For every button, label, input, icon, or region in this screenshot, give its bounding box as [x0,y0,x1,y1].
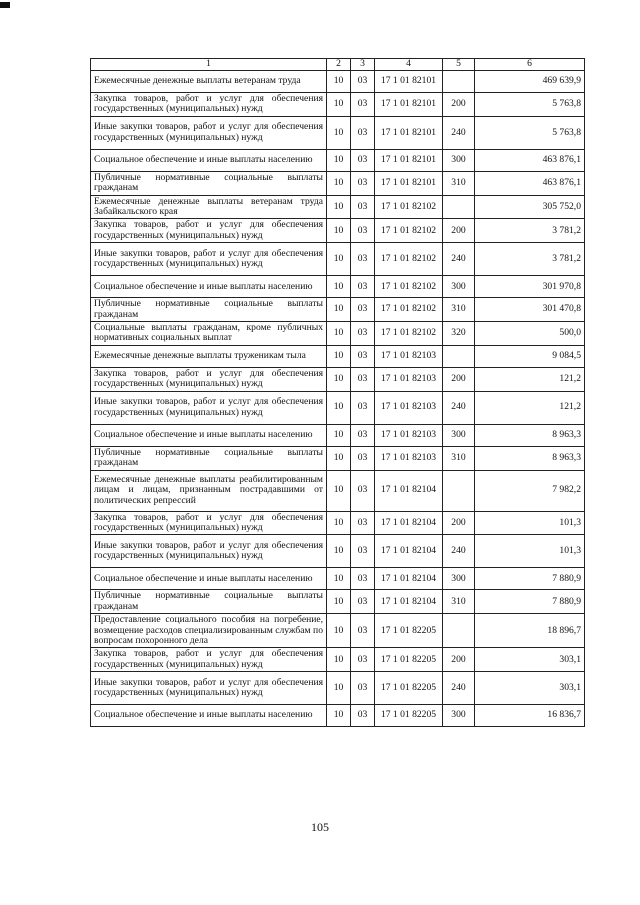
cell-section: 10 [327,391,351,424]
cell-name: Социальное обеспечение и иные выплаты населению [91,705,327,727]
cell-section: 10 [327,614,351,648]
scan-edge-mark [0,2,10,8]
cell-expense-type: 300 [443,149,475,171]
cell-subsection: 03 [351,219,375,243]
cell-name: Закупка товаров, работ и услуг для обеспечения государственных (муниципальных) нужд [91,93,327,117]
table-row [91,276,585,298]
cell-name: Закупка товаров, работ и услуг для обеспечения государственных (муниципальных) нужд [91,648,327,672]
cell-target-article: 17 1 01 82104 [375,535,443,568]
cell-amount: 469 639,9 [475,71,585,93]
cell-expense-type [443,195,475,219]
cell-expense-type: 200 [443,219,475,243]
cell-target-article: 17 1 01 82205 [375,648,443,672]
cell-target-article: 17 1 01 82104 [375,511,443,535]
table-row [91,672,585,705]
cell-subsection: 03 [351,424,375,446]
cell-name: Публичные нормативные социальные выплаты гражданам [91,590,327,614]
cell-target-article: 17 1 01 82104 [375,470,443,511]
cell-target-article: 17 1 01 82102 [375,195,443,219]
cell-name: Закупка товаров, работ и услуг для обеспечения государственных (муниципальных) нужд [91,511,327,535]
table-row [91,149,585,171]
table-row [91,391,585,424]
cell-section: 10 [327,446,351,470]
cell-target-article: 17 1 01 82102 [375,322,443,346]
cell-amount: 7 880,9 [475,568,585,590]
table-row [91,568,585,590]
cell-section: 10 [327,171,351,195]
cell-expense-type: 240 [443,116,475,149]
page-number: 105 [311,820,329,834]
cell-section: 10 [327,511,351,535]
cell-section: 10 [327,367,351,391]
col-header-subsection: 3 [351,59,375,71]
cell-target-article: 17 1 01 82103 [375,367,443,391]
cell-amount: 16 836,7 [475,705,585,727]
table-row [91,614,585,648]
cell-target-article: 17 1 01 82102 [375,298,443,322]
cell-expense-type: 200 [443,93,475,117]
cell-amount: 8 963,3 [475,424,585,446]
cell-name: Иные закупки товаров, работ и услуг для обеспечения государственных (муниципальных) нужд [91,116,327,149]
cell-target-article: 17 1 01 82205 [375,705,443,727]
table-row [91,424,585,446]
cell-expense-type [443,345,475,367]
col-header-name: 1 [91,59,327,71]
cell-name: Социальное обеспечение и иные выплаты населению [91,149,327,171]
cell-amount: 301 970,8 [475,276,585,298]
cell-section: 10 [327,71,351,93]
col-header-section: 2 [327,59,351,71]
cell-name: Социальное обеспечение и иные выплаты населению [91,424,327,446]
cell-target-article: 17 1 01 82101 [375,171,443,195]
cell-amount: 303,1 [475,672,585,705]
table-row [91,93,585,117]
cell-section: 10 [327,648,351,672]
cell-section: 10 [327,470,351,511]
cell-amount: 7 880,9 [475,590,585,614]
cell-name: Ежемесячные денежные выплаты реабилитированным лицам и лицам, признанным пострадавшими от политических репрессий [91,470,327,511]
cell-expense-type: 240 [443,672,475,705]
cell-name: Публичные нормативные социальные выплаты гражданам [91,446,327,470]
cell-name: Иные закупки товаров, работ и услуг для обеспечения государственных (муниципальных) нужд [91,391,327,424]
budget-table [90,58,585,727]
cell-amount: 3 781,2 [475,243,585,276]
table-row [91,648,585,672]
cell-subsection: 03 [351,149,375,171]
cell-target-article: 17 1 01 82102 [375,243,443,276]
table-row [91,590,585,614]
cell-subsection: 03 [351,93,375,117]
table-row [91,219,585,243]
table-row [91,367,585,391]
table-row [91,171,585,195]
cell-expense-type: 240 [443,391,475,424]
cell-section: 10 [327,298,351,322]
cell-subsection: 03 [351,367,375,391]
cell-section: 10 [327,195,351,219]
cell-expense-type: 300 [443,424,475,446]
cell-section: 10 [327,116,351,149]
cell-name: Публичные нормативные социальные выплаты гражданам [91,171,327,195]
cell-section: 10 [327,535,351,568]
cell-expense-type [443,71,475,93]
cell-amount: 121,2 [475,367,585,391]
cell-section: 10 [327,345,351,367]
cell-amount: 5 763,8 [475,116,585,149]
cell-target-article: 17 1 01 82101 [375,71,443,93]
table-header-row [91,59,585,71]
cell-subsection: 03 [351,391,375,424]
cell-section: 10 [327,322,351,346]
cell-name: Социальные выплаты гражданам, кроме публичных нормативных социальных выплат [91,322,327,346]
cell-amount: 121,2 [475,391,585,424]
cell-section: 10 [327,672,351,705]
cell-amount: 463 876,1 [475,171,585,195]
cell-subsection: 03 [351,446,375,470]
cell-name: Предоставление социального пособия на погребение, возмещение расходов специализированным службам по вопросам похоронного дела [91,614,327,648]
table-row [91,298,585,322]
cell-amount: 8 963,3 [475,446,585,470]
cell-target-article: 17 1 01 82102 [375,219,443,243]
table-row [91,705,585,727]
cell-name: Публичные нормативные социальные выплаты гражданам [91,298,327,322]
cell-expense-type: 320 [443,322,475,346]
cell-expense-type [443,614,475,648]
cell-expense-type [443,470,475,511]
cell-expense-type: 310 [443,446,475,470]
cell-section: 10 [327,93,351,117]
cell-subsection: 03 [351,511,375,535]
cell-subsection: 03 [351,672,375,705]
cell-expense-type: 300 [443,705,475,727]
table-row [91,446,585,470]
table-row [91,322,585,346]
table-row [91,195,585,219]
cell-subsection: 03 [351,345,375,367]
col-header-target-article: 4 [375,59,443,71]
cell-target-article: 17 1 01 82103 [375,446,443,470]
cell-expense-type: 310 [443,171,475,195]
table-row [91,511,585,535]
table-row [91,535,585,568]
table-row [91,470,585,511]
cell-amount: 7 982,2 [475,470,585,511]
cell-amount: 500,0 [475,322,585,346]
cell-amount: 9 084,5 [475,345,585,367]
cell-section: 10 [327,149,351,171]
cell-amount: 303,1 [475,648,585,672]
cell-amount: 101,3 [475,535,585,568]
cell-section: 10 [327,590,351,614]
table-row [91,71,585,93]
cell-section: 10 [327,424,351,446]
cell-expense-type: 300 [443,276,475,298]
cell-expense-type: 300 [443,568,475,590]
cell-subsection: 03 [351,614,375,648]
cell-expense-type: 200 [443,511,475,535]
cell-section: 10 [327,705,351,727]
cell-amount: 3 781,2 [475,219,585,243]
table-row [91,345,585,367]
cell-section: 10 [327,243,351,276]
cell-section: 10 [327,219,351,243]
cell-subsection: 03 [351,705,375,727]
cell-subsection: 03 [351,243,375,276]
cell-target-article: 17 1 01 82103 [375,424,443,446]
cell-target-article: 17 1 01 82205 [375,672,443,705]
cell-amount: 305 752,0 [475,195,585,219]
cell-subsection: 03 [351,195,375,219]
cell-expense-type: 240 [443,243,475,276]
cell-target-article: 17 1 01 82104 [375,590,443,614]
cell-amount: 18 896,7 [475,614,585,648]
cell-target-article: 17 1 01 82102 [375,276,443,298]
cell-name: Иные закупки товаров, работ и услуг для обеспечения государственных (муниципальных) нужд [91,535,327,568]
cell-name: Социальное обеспечение и иные выплаты населению [91,568,327,590]
cell-subsection: 03 [351,298,375,322]
cell-target-article: 17 1 01 82103 [375,345,443,367]
cell-subsection: 03 [351,535,375,568]
cell-subsection: 03 [351,276,375,298]
cell-subsection: 03 [351,470,375,511]
cell-expense-type: 240 [443,535,475,568]
cell-target-article: 17 1 01 82101 [375,116,443,149]
col-header-expense-type: 5 [443,59,475,71]
table-row [91,116,585,149]
cell-target-article: 17 1 01 82101 [375,149,443,171]
cell-subsection: 03 [351,116,375,149]
cell-name: Иные закупки товаров, работ и услуг для обеспечения государственных (муниципальных) нужд [91,243,327,276]
cell-subsection: 03 [351,71,375,93]
cell-amount: 101,3 [475,511,585,535]
cell-expense-type: 200 [443,367,475,391]
cell-name: Закупка товаров, работ и услуг для обеспечения государственных (муниципальных) нужд [91,367,327,391]
cell-target-article: 17 1 01 82103 [375,391,443,424]
cell-target-article: 17 1 01 82101 [375,93,443,117]
cell-target-article: 17 1 01 82104 [375,568,443,590]
cell-name: Ежемесячные денежные выплаты труженикам тыла [91,345,327,367]
cell-expense-type: 310 [443,298,475,322]
cell-expense-type: 200 [443,648,475,672]
cell-subsection: 03 [351,568,375,590]
cell-section: 10 [327,276,351,298]
cell-subsection: 03 [351,590,375,614]
cell-subsection: 03 [351,648,375,672]
cell-name: Ежемесячные денежные выплаты ветеранам труда [91,71,327,93]
col-header-amount: 6 [475,59,585,71]
table-row [91,243,585,276]
cell-expense-type: 310 [443,590,475,614]
cell-amount: 5 763,8 [475,93,585,117]
cell-subsection: 03 [351,171,375,195]
cell-name: Ежемесячные денежные выплаты ветеранам труда Забайкальского края [91,195,327,219]
cell-subsection: 03 [351,322,375,346]
cell-amount: 301 470,8 [475,298,585,322]
cell-amount: 463 876,1 [475,149,585,171]
cell-section: 10 [327,568,351,590]
cell-name: Социальное обеспечение и иные выплаты населению [91,276,327,298]
cell-name: Закупка товаров, работ и услуг для обеспечения государственных (муниципальных) нужд [91,219,327,243]
cell-name: Иные закупки товаров, работ и услуг для обеспечения государственных (муниципальных) нужд [91,672,327,705]
cell-target-article: 17 1 01 82205 [375,614,443,648]
